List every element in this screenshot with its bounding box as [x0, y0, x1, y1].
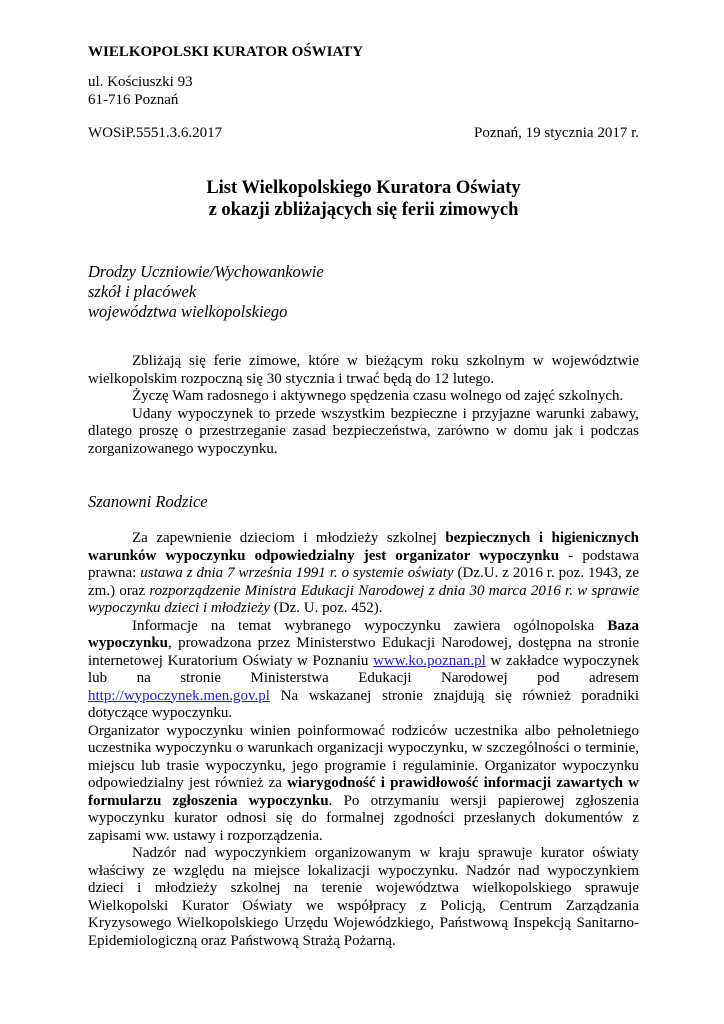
- document-title: [88, 177, 639, 221]
- italic-text: ustawa z dnia 7 września 1991 r. o systemie oświaty: [140, 565, 454, 581]
- issuer-address: [88, 74, 193, 109]
- paragraph-organizer-responsibility: Za zapewnienie dzieciom i młodzieży szkolnej bezpiecznych i higienicznych warunków wypoczynku odpowiedzialny jest organizator wypoczynku - podstawa prawna: ustawa z dnia 7 września 1991 r. o systemie oświaty (Dz.U. z 2016 r. poz. 1943, ze zm.) oraz rozporządzenie Ministra Edukacji Narodowej z dnia 30 marca 2016 r. w sprawie wypoczynku dzieci i młodzieży (Dz. U. poz. 452).: [88, 530, 640, 616]
- greeting-line-3: województwa wielkopolskiego: [88, 302, 288, 321]
- greeting-line-1: Drodzy Uczniowie/Wychowankowie: [88, 262, 324, 281]
- address-street: ul. Kościuszki 93: [88, 74, 193, 90]
- issuer-name: WIELKOPOLSKI KURATOR OŚWIATY: [88, 44, 364, 60]
- reference-row: [88, 125, 639, 143]
- greeting-parents: Szanowni Rodzice: [88, 492, 208, 511]
- title-line-1: List Wielkopolskiego Kuratora Oświaty: [206, 178, 521, 198]
- paragraph-supervision: Nadzór nad wypoczynkiem organizowanym w kraju sprawuje kurator oświaty właściwy ze względu na miejsce lokalizacji wypoczynku. Nadzór nad wypoczynkiem dzieci i młodzieży szkolnej na terenie województwa wielkopolskiego sprawuje Wielkopolski Kurator Oświaty we współpracy z Policją, Centrum Zarządzania Kryzysowego Wielkopolskiego Urzędu Wojewódzkiego, Państwową Inspekcją Sanitarno-Epidemiologiczną oraz Państwową Strażą Pożarną.: [88, 845, 639, 949]
- paragraph-organizer-duties: Organizator wypoczynku winien poinformować rodziców uczestnika albo pełnoletniego uczestnika wypoczynku o warunkach organizacji wypoczynku, w szczególności o terminie, miejscu lub trasie wypoczynku, jego programie i regulaminie. Organizator wypoczynku odpowiedzialny jest również za wiarygodność i prawidłowość informacji zawartych w formularzu zgłoszenia wypoczynku. Po otrzymaniu wersji papierowej zgłoszenia wypoczynku kurator odnosi się do formalnej zgodności przesłanych dokumentów z zapisami ww. ustawy i rozporządzenia.: [88, 722, 640, 844]
- reference-number: WOSiP.5551.3.6.2017: [88, 125, 223, 141]
- address-city: 61-716 Poznań: [88, 91, 179, 108]
- title-line-2: z okazji zbliżających się ferii zimowych: [208, 200, 519, 220]
- bold-text: wiarygodność i prawidłowość informacji zawartych w formularzu zgłoszenia wypoczynku: [88, 775, 640, 809]
- bold-text: bezpiecznych i higienicznych warunków wypoczynku odpowiedzialny jest organizator wypoczynku: [88, 530, 640, 564]
- letter-date: Poznań, 19 stycznia 2017 r.: [474, 125, 639, 141]
- paragraph-information: Informacje na temat wybranego wypoczynku zawiera ogólnopolska Baza wypoczynku, prowadzona przez Ministerstwo Edukacji Narodowej, dostępna na stronie internetowej Kuratorium Oświaty w Poznaniu www.ko.poznan.pl w zakładce wypoczynek lub na stronie Ministerstwa Edukacji Narodowej pod adresem http://wypoczynek.men.gov.pl Na wskazanej stronie znajdują się również poradniki dotyczące wypoczynku.: [88, 617, 639, 721]
- bold-text: Baza wypoczynku: [88, 617, 639, 651]
- section-parents: [88, 530, 639, 950]
- paragraph: Życzę Wam radosnego i aktywnego spędzenia czasu wolnego od zajęć szkolnych.: [132, 388, 624, 404]
- kuratorium-link[interactable]: www.ko.poznan.pl: [373, 652, 486, 669]
- men-link[interactable]: http://wypoczynek.men.gov.pl: [88, 687, 270, 704]
- paragraph: Zbliżają się ferie zimowe, które w bieżącym roku szkolnym w województwie wielkopolskim rozpoczną się 30 stycznia i trwać będą do 12 lutego.: [88, 353, 639, 387]
- section-students: [88, 353, 639, 458]
- italic-text: rozporządzenie Ministra Edukacji Narodowej z dnia 30 marca 2016 r. w sprawie wypoczynku dzieci i młodzieży: [88, 582, 639, 616]
- greeting-line-2: szkół i placówek: [88, 282, 197, 301]
- paragraph: Udany wypoczynek to przede wszystkim bezpieczne i przyjazne warunki zabawy, dlatego proszę o przestrzeganie zasad bezpieczeństwa, zarówno w domu jak i podczas zorganizowanego wypoczynku.: [88, 405, 639, 457]
- greeting-students: [88, 262, 324, 322]
